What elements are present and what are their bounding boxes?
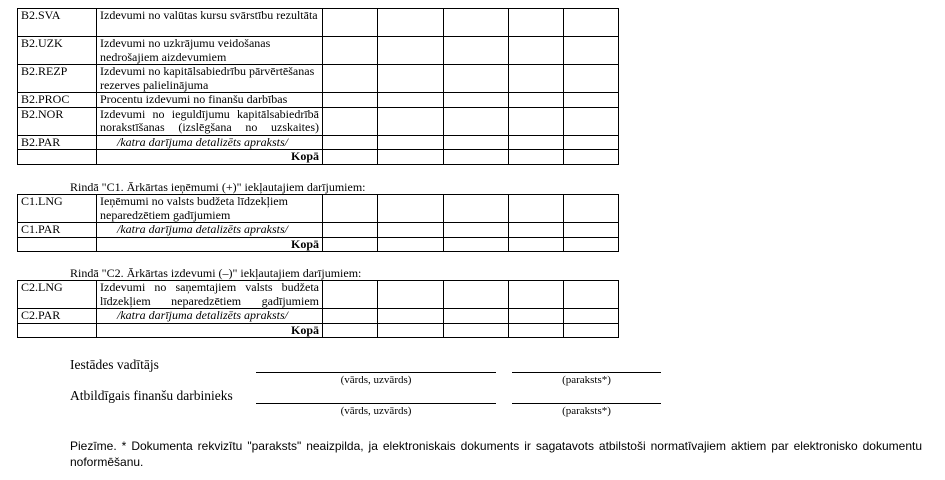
table-row xyxy=(18,107,619,135)
head-sign-line[interactable] xyxy=(512,372,661,373)
value-cell[interactable] xyxy=(378,65,444,93)
total-value-cell[interactable] xyxy=(509,150,564,165)
row-code: B2.NOR xyxy=(18,107,97,135)
row-code: C1.PAR xyxy=(18,223,97,238)
value-cell[interactable] xyxy=(509,65,564,93)
value-cell[interactable] xyxy=(378,309,444,324)
total-value-cell[interactable] xyxy=(509,323,564,338)
total-code-cell xyxy=(18,237,97,252)
total-label: Kopā xyxy=(97,323,323,338)
row-description: /katra darījuma detalizēts apraksts/ xyxy=(97,309,323,324)
total-label: Kopā xyxy=(97,237,323,252)
value-cell[interactable] xyxy=(444,135,509,150)
row-code: B2.UZK xyxy=(18,37,97,65)
row-code: C2.PAR xyxy=(18,309,97,324)
total-value-cell[interactable] xyxy=(564,150,619,165)
value-cell[interactable] xyxy=(509,135,564,150)
table-row xyxy=(18,9,619,37)
value-cell[interactable] xyxy=(323,281,378,309)
table-row xyxy=(18,281,619,309)
row-code: C1.LNG xyxy=(18,195,97,223)
table-row xyxy=(18,37,619,65)
table-row xyxy=(18,93,619,108)
footnote: Piezīme. * Dokumenta rekvizītu "paraksts" neaizpilda, ja elektroniskais dokuments ir sagatavots atbilstoši normatīvajiem aktiem par elektronisko dokumentu noformēšanu. xyxy=(70,439,922,469)
value-cell[interactable] xyxy=(378,281,444,309)
row-description: /katra darījuma detalizēts apraksts/ xyxy=(97,135,323,150)
total-value-cell[interactable] xyxy=(509,237,564,252)
row-description: Izdevumi no ieguldījumu kapitālsabiedrībā norakstīšanas (izslēgšana no uzskaites) xyxy=(97,107,323,135)
value-cell[interactable] xyxy=(444,37,509,65)
value-cell[interactable] xyxy=(444,195,509,223)
head-label: Iestādes vadītājs xyxy=(70,357,159,372)
value-cell[interactable] xyxy=(444,281,509,309)
total-row xyxy=(18,237,619,252)
value-cell[interactable] xyxy=(509,107,564,135)
row-code: B2.PROC xyxy=(18,93,97,108)
accountant-name-hint: (vārds, uzvārds) xyxy=(340,405,412,417)
total-value-cell[interactable] xyxy=(444,237,509,252)
value-cell[interactable] xyxy=(323,135,378,150)
accountant-sign-line[interactable] xyxy=(512,403,661,404)
value-cell[interactable] xyxy=(323,195,378,223)
row-description: Ieņēmumi no valsts budžeta līdzekļiem neparedzētiem gadījumiem xyxy=(97,195,323,223)
accountant-name-line[interactable] xyxy=(256,403,496,404)
table-c2 xyxy=(17,280,619,338)
value-cell[interactable] xyxy=(444,309,509,324)
caption-c2: Rindā "C2. Ārkārtas izdevumi (–)" iekļautajiem darījumiem: xyxy=(70,266,362,280)
value-cell[interactable] xyxy=(378,135,444,150)
total-label: Kopā xyxy=(97,150,323,165)
value-cell[interactable] xyxy=(378,93,444,108)
value-cell[interactable] xyxy=(323,37,378,65)
value-cell[interactable] xyxy=(378,195,444,223)
value-cell[interactable] xyxy=(509,37,564,65)
table-row xyxy=(18,223,619,238)
total-value-cell[interactable] xyxy=(444,323,509,338)
value-cell[interactable] xyxy=(444,107,509,135)
total-code-cell xyxy=(18,323,97,338)
table-row xyxy=(18,195,619,223)
head-sign-hint: (paraksts*) xyxy=(562,374,611,386)
total-value-cell[interactable] xyxy=(378,323,444,338)
value-cell[interactable] xyxy=(564,195,619,223)
head-name-line[interactable] xyxy=(256,372,496,373)
total-value-cell[interactable] xyxy=(378,150,444,165)
value-cell[interactable] xyxy=(564,93,619,108)
table-b2 xyxy=(17,8,619,165)
value-cell[interactable] xyxy=(444,65,509,93)
value-cell[interactable] xyxy=(564,107,619,135)
table-c1 xyxy=(17,194,619,252)
value-cell[interactable] xyxy=(564,65,619,93)
value-cell[interactable] xyxy=(323,9,378,37)
value-cell[interactable] xyxy=(564,281,619,309)
row-code: C2.LNG xyxy=(18,281,97,309)
value-cell[interactable] xyxy=(564,37,619,65)
row-description: Izdevumi no uzkrājumu veidošanas nedrošajiem aizdevumiem xyxy=(97,37,323,65)
value-cell[interactable] xyxy=(564,223,619,238)
row-code: B2.REZP xyxy=(18,65,97,93)
value-cell[interactable] xyxy=(323,107,378,135)
value-cell[interactable] xyxy=(444,93,509,108)
value-cell[interactable] xyxy=(378,9,444,37)
total-value-cell[interactable] xyxy=(444,150,509,165)
row-description: Izdevumi no saņemtajiem valsts budžeta līdzekļiem neparedzētiem gadījumiem xyxy=(97,281,323,309)
value-cell[interactable] xyxy=(444,9,509,37)
total-value-cell[interactable] xyxy=(564,323,619,338)
total-value-cell[interactable] xyxy=(323,150,378,165)
value-cell[interactable] xyxy=(323,309,378,324)
total-code-cell xyxy=(18,150,97,165)
caption-c1: Rindā "C1. Ārkārtas ieņēmumi (+)" iekļautajiem darījumiem: xyxy=(70,180,366,194)
row-description: /katra darījuma detalizēts apraksts/ xyxy=(97,223,323,238)
total-value-cell[interactable] xyxy=(564,237,619,252)
value-cell[interactable] xyxy=(509,9,564,37)
value-cell[interactable] xyxy=(509,281,564,309)
row-description: Izdevumi no valūtas kursu svārstību rezultāta xyxy=(97,9,323,37)
table-row xyxy=(18,65,619,93)
row-code: B2.SVA xyxy=(18,9,97,37)
value-cell[interactable] xyxy=(378,37,444,65)
value-cell[interactable] xyxy=(378,107,444,135)
head-name-hint: (vārds, uzvārds) xyxy=(340,374,412,386)
value-cell[interactable] xyxy=(509,93,564,108)
total-value-cell[interactable] xyxy=(323,323,378,338)
accountant-sign-hint: (paraksts*) xyxy=(562,405,611,417)
value-cell[interactable] xyxy=(564,9,619,37)
value-cell[interactable] xyxy=(564,309,619,324)
table-row xyxy=(18,309,619,324)
value-cell[interactable] xyxy=(564,135,619,150)
value-cell[interactable] xyxy=(509,223,564,238)
value-cell[interactable] xyxy=(323,65,378,93)
value-cell[interactable] xyxy=(378,223,444,238)
value-cell[interactable] xyxy=(509,195,564,223)
row-description: Izdevumi no kapitālsabiedrību pārvērtēšanas rezerves palielinājuma xyxy=(97,65,323,93)
row-description: Procentu izdevumi no finanšu darbības xyxy=(97,93,323,108)
row-code: B2.PAR xyxy=(18,135,97,150)
total-row xyxy=(18,150,619,165)
accountant-label: Atbildīgais finanšu darbinieks xyxy=(70,388,233,403)
total-value-cell[interactable] xyxy=(323,237,378,252)
value-cell[interactable] xyxy=(509,309,564,324)
total-row xyxy=(18,323,619,338)
value-cell[interactable] xyxy=(323,223,378,238)
value-cell[interactable] xyxy=(323,93,378,108)
table-row xyxy=(18,135,619,150)
total-value-cell[interactable] xyxy=(378,237,444,252)
value-cell[interactable] xyxy=(444,223,509,238)
